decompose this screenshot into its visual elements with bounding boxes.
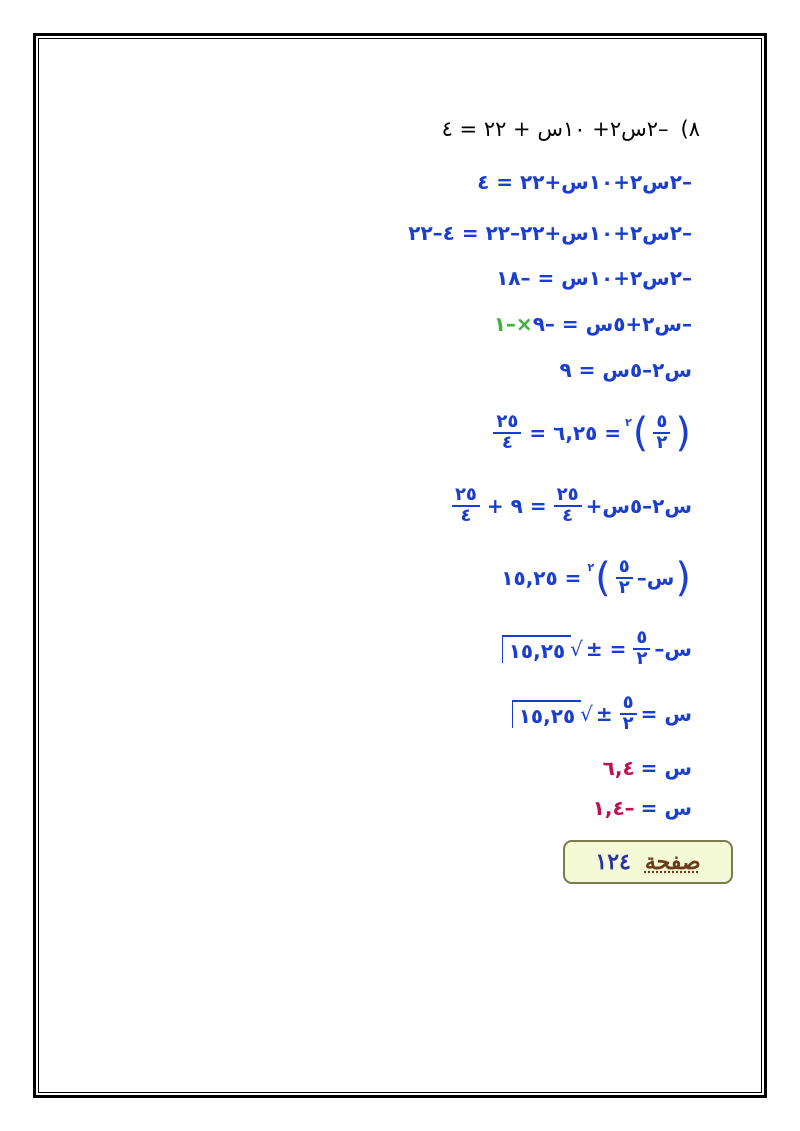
step-9-sign: = ±: [585, 636, 627, 661]
exponent: ٢: [625, 415, 632, 429]
step-3-text: –٢س٢+١٠س = –١٨: [496, 266, 692, 290]
solution-2-value: –١,٤: [592, 796, 635, 820]
step-3: [496, 266, 692, 290]
step-7-left: س٢–٥س+: [585, 493, 692, 518]
problem-equation: –٢س٢+ ١٠س + ٢٢ = ٤: [441, 117, 669, 141]
open-paren: (: [675, 410, 691, 456]
plus-minus-sign: ±: [595, 701, 613, 726]
fraction-25-over-4-a: $\frac{٢٥}{٤}$: [554, 486, 582, 526]
exponent: ٢: [587, 560, 595, 574]
step-5: [559, 358, 692, 382]
step-5-text: س٢–٥س = ٩: [559, 358, 692, 382]
solution-1: [603, 756, 692, 780]
close-paren: ): [632, 410, 649, 456]
solution-2-lhs: س =: [640, 796, 692, 820]
multiply-note: ×–١: [493, 312, 533, 336]
fraction-25-over-4-b: $\frac{٢٥}{٤}$: [452, 486, 480, 526]
page-label: صفحة: [644, 849, 701, 875]
step-8-rhs: = ١٥,٢٥: [501, 566, 582, 590]
fraction-5-over-2-c: $\frac{٥}{٢}$: [633, 629, 650, 669]
page-number-badge: [563, 840, 733, 884]
step-10-var: س =: [640, 701, 692, 726]
fraction-5-over-2: $\frac{٥}{٢}$: [653, 413, 670, 453]
step-1: [477, 170, 692, 194]
step-8: [501, 555, 692, 601]
fraction-25-over-4: $\frac{٢٥}{٤}$: [493, 413, 521, 453]
radical-sign: √: [570, 636, 583, 661]
solution-1-value: ٦,٤: [602, 756, 635, 780]
step-7: [448, 486, 692, 526]
problem-line: [442, 117, 700, 141]
radicand: ١٥,٢٥: [512, 700, 581, 728]
step-8-var: س–: [636, 566, 675, 590]
fraction-5-over-2-d: $\frac{٥}{٢}$: [620, 694, 637, 734]
step-7-mid: = ٩ +: [486, 493, 547, 518]
step-2-text: –٢س٢+١٠س+٢٢–٢٢ = ٤–٢٢: [408, 221, 692, 245]
step-9-var: س–: [654, 636, 692, 661]
step-2: [408, 221, 692, 245]
step-6-middle: = ٦,٢٥ =: [529, 421, 622, 445]
open-paren: (: [675, 555, 691, 601]
step-9: [500, 629, 692, 669]
close-paren: ): [595, 555, 611, 601]
step-4: [494, 312, 692, 336]
solution-1-lhs: س =: [640, 756, 692, 780]
radical-sign: √: [580, 701, 593, 726]
solution-2: [593, 796, 692, 820]
problem-number: ٨): [680, 117, 700, 141]
step-10: [510, 694, 692, 734]
page-number: ١٢٤: [595, 849, 631, 875]
step-6: [489, 410, 692, 456]
step-1-text: –٢س٢+١٠س+٢٢ = ٤: [477, 170, 692, 194]
step-4-text: –س٢+٥س = –٩: [532, 312, 692, 336]
radicand: ١٥,٢٥: [502, 635, 571, 663]
fraction-5-over-2-b: $\frac{٥}{٢}$: [616, 558, 633, 598]
